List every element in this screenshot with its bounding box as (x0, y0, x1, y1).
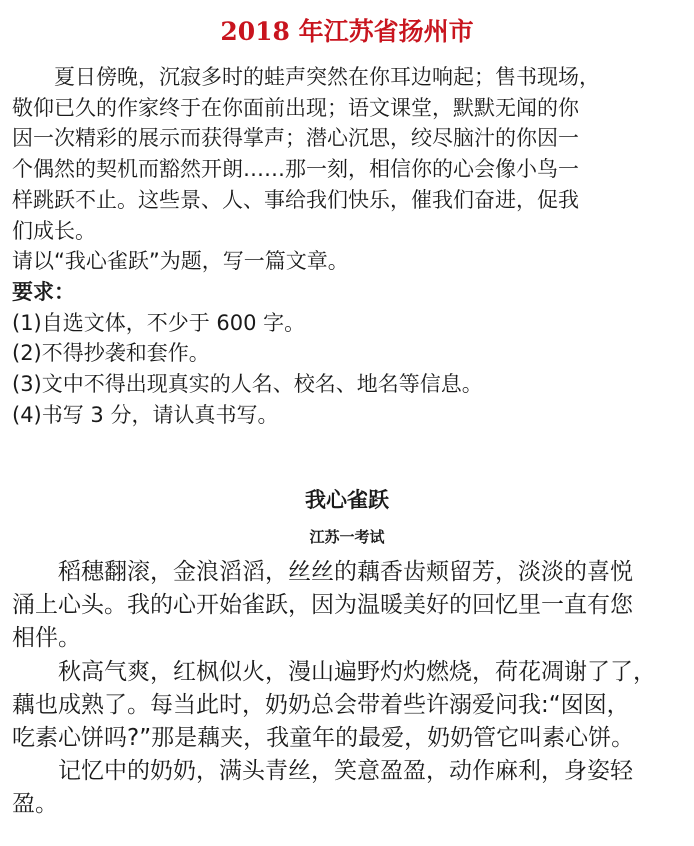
essay-line: 盈。 (12, 791, 58, 818)
prompt-instruction: 请以“我心雀跃”为题，写一篇文章。 (12, 249, 349, 274)
prompt-line: 因一次精彩的展示而获得掌声；潜心沉思，绞尽脑汁的你因一 (12, 126, 579, 151)
essay-line: 涌上心头。我的心开始雀跃，因为温暖美好的回忆里一直有您 (12, 592, 633, 619)
prompt-line: 们成长。 (12, 218, 96, 243)
essay-line: 记忆中的奶奶，满头青丝，笑意盈盈，动作麻利，身姿轻 (58, 758, 633, 785)
essay-title: 我心雀跃 (305, 488, 389, 512)
prompt-line: 样跳跃不止。这些景、人、事给我们快乐，催我们奋进，促我 (12, 187, 579, 212)
essay-line: 吃素心饼吗?”那是藕夹，我童年的最爱，奶奶管它叫素心饼。 (12, 725, 635, 752)
requirement-item: (4)书写 3 分，请认真书写。 (12, 402, 279, 427)
prompt-line: 夏日傍晚，沉寂多时的蛙声突然在你耳边响起；售书现场， (54, 65, 600, 89)
exam-title: 2018 年江苏省扬州市 (220, 17, 474, 46)
essay-line: 稻穗翻滚，金浪滔滔，丝丝的藕香齿颊留芳，淡淡的喜悦 (58, 559, 633, 585)
essay-body (12, 556, 692, 822)
essay-line: 秋高气爽，红枫似火，漫山遍野灼灼燃烧，荷花凋谢了了， (58, 658, 656, 685)
prompt-line: 个偶然的契机而豁然开朗……那一刻，相信你的心会像小鸟一 (12, 157, 579, 182)
essay-author: 江苏一考试 (309, 528, 385, 546)
essay-line: 藕也成熟了。每当此时，奶奶总会带着些许溺爱问我:“囡囡， (12, 691, 630, 718)
requirements-label: 要求： (12, 279, 75, 304)
requirement-item: (2)不得抄袭和套作。 (12, 341, 210, 366)
requirement-item: (1)自选文体，不少于 600 字。 (12, 310, 306, 335)
essay-prompt (12, 62, 692, 430)
requirement-item: (3)文中不得出现真实的人名、校名、地名等信息。 (12, 372, 483, 397)
essay-line: 相伴。 (12, 625, 81, 652)
prompt-line: 敬仰已久的作家终于在你面前出现；语文课堂，默默无闻的你 (12, 95, 579, 120)
